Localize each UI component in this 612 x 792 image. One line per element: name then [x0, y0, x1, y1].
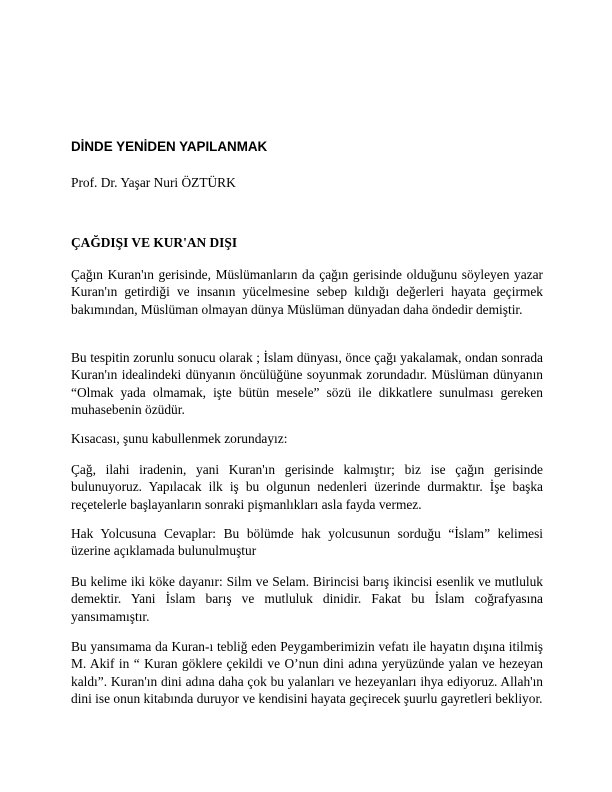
paragraph-3: Kısacası, şunu kabullenmek zorundayız: [71, 431, 288, 446]
section-heading: ÇAĞDIŞI VE KUR'AN DIŞI [71, 235, 238, 250]
paragraph-6: Bu kelime iki köke dayanır: Silm ve Selam. Birincisi barış ikincisi esenlik ve mutluluk demektir. Yani İslam barış ve mutluluk dinidir. Fakat bu İslam coğrafyasına yansımamıştır. [71, 574, 543, 624]
paragraph-4: Çağ, ilahi iradenin, yani Kuran'ın gerisinde kalmıştır; biz ise çağın gerisinde bulunuyoruz. Yapılacak ilk iş bu olgunun nedenleri üzerinde durmaktır. İşe başka reçetelerle başlayanların sonraki pişmanlıkları asla fayda vermez. [71, 462, 543, 512]
paragraph-2: Bu tespitin zorunlu sonucu olarak ; İslam dünyası, önce çağı yakalamak, ondan sonrada Kuran'ın idealindeki dünyanın öncülüğüne soyunmak zorundadır. Müslüman dünyanın “Olmak yada olmamak, işte bütün mesele” sözü ile dikkatlere sunulması gereken muhasebenin özüdür. [71, 350, 543, 417]
author-line: Prof. Dr. Yaşar Nuri ÖZTÜRK [71, 175, 236, 190]
document-title: DİNDE YENİDEN YAPILANMAK [71, 139, 268, 154]
paragraph-7: Bu yansımama da Kuran-ı tebliğ eden Peygamberimizin vefatı ile hayatın dışına itilmiş M. Akif in “ Kuran göklere çekildi ve O’nun dini adına yeryüzünde yalan ve hezeyan kaldı”. Kuran'ın dini adına daha çok bu yalanları ve hezeyanları ihya ediyoruz. Allah'ın dini ise onun kitabında duruyor ve kendisini hayata geçirecek şuurlu gayretleri bekliyor. [71, 639, 543, 706]
paragraph-5: Hak Yolcusuna Cevaplar: Bu bölümde hak yolcusunun sorduğu “İslam” kelimesi üzerine açıklamada bulunulmuştur [71, 526, 543, 559]
paragraph-1: Çağın Kuran'ın gerisinde, Müslümanların da çağın gerisinde olduğunu söyleyen yazar Kuran'ın getirdiği ve insanın yücelmesine sebep kıldığı değerleri hayata geçirmek bakımından, Müslüman olmayan dünya Müslüman dünyadan daha öndedir demiştir. [71, 267, 543, 317]
